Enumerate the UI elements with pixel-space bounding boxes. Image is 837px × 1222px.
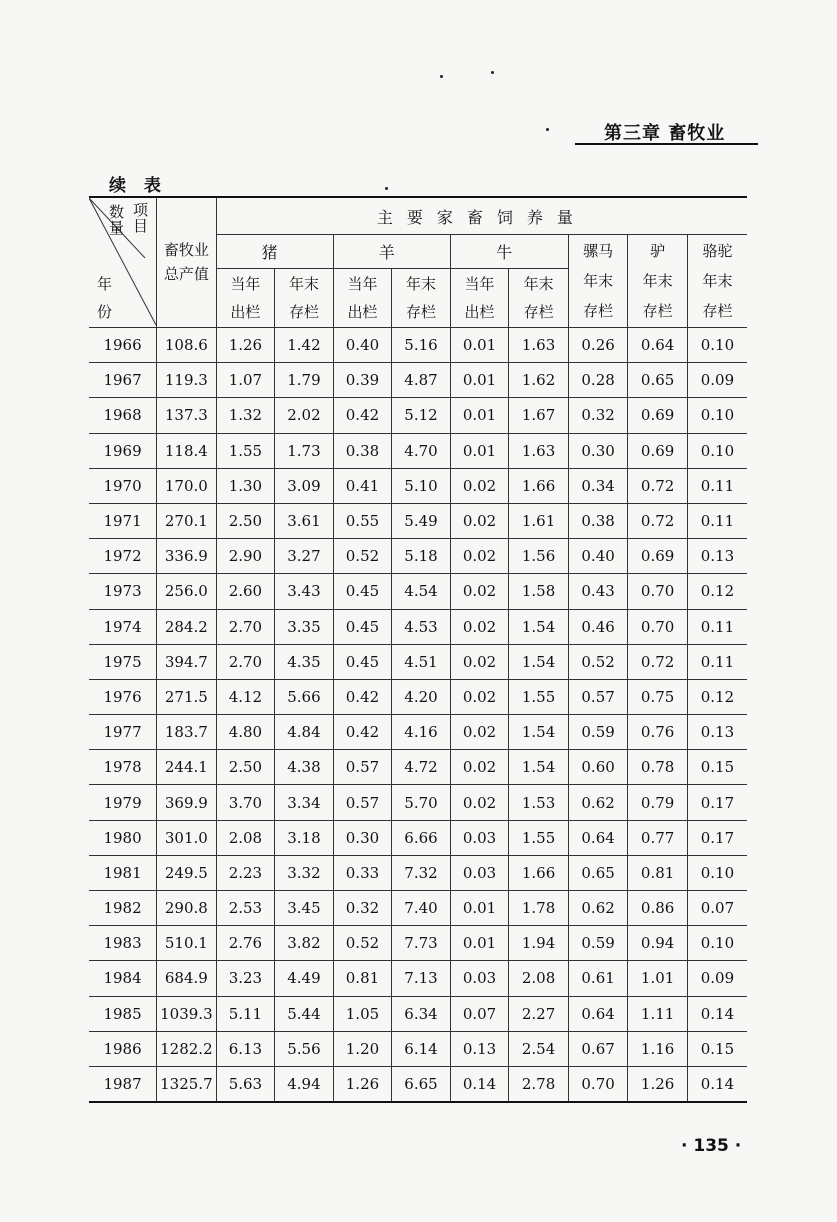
value-cell: 2.08 <box>216 820 275 855</box>
value-cell: 0.07 <box>687 891 747 926</box>
value-cell: 1.16 <box>628 1031 688 1066</box>
value-cell: 2.78 <box>509 1066 569 1102</box>
value-cell: 0.45 <box>333 574 392 609</box>
table-row <box>89 679 747 714</box>
value-cell: 1.26 <box>216 328 275 363</box>
total-output-cell: 256.0 <box>157 574 217 609</box>
year-cell: 1973 <box>89 574 157 609</box>
value-cell: 0.10 <box>687 855 747 890</box>
value-cell: 0.55 <box>333 503 392 538</box>
value-cell: 0.86 <box>628 891 688 926</box>
value-cell: 3.09 <box>275 468 334 503</box>
value-cell: 1.66 <box>509 468 569 503</box>
value-cell: 1.73 <box>275 433 334 468</box>
value-cell: 2.76 <box>216 926 275 961</box>
year-cell: 1982 <box>89 891 157 926</box>
table-row <box>89 644 747 679</box>
value-cell: 0.38 <box>333 433 392 468</box>
value-cell: 0.34 <box>568 468 628 503</box>
value-cell: 5.66 <box>275 679 334 714</box>
value-cell: 0.52 <box>333 926 392 961</box>
value-cell: 1.63 <box>509 433 569 468</box>
value-cell: 0.40 <box>333 328 392 363</box>
value-cell: 5.11 <box>216 996 275 1031</box>
value-cell: 1.54 <box>509 715 569 750</box>
value-cell: 0.01 <box>450 363 509 398</box>
value-cell: 1.79 <box>275 363 334 398</box>
value-cell: 1.94 <box>509 926 569 961</box>
value-cell: 6.34 <box>392 996 451 1031</box>
value-cell: 1.66 <box>509 855 569 890</box>
value-cell: 6.14 <box>392 1031 451 1066</box>
value-cell: 5.16 <box>392 328 451 363</box>
table-row <box>89 855 747 890</box>
value-cell: 5.10 <box>392 468 451 503</box>
corner-upper-label: 数量 <box>109 203 125 237</box>
value-cell: 3.43 <box>275 574 334 609</box>
sheep-header: 羊 <box>333 235 450 269</box>
value-cell: 0.15 <box>687 1031 747 1066</box>
horse-header: 骡马 年末存栏 <box>568 235 628 328</box>
value-cell: 0.61 <box>568 961 628 996</box>
value-cell: 6.13 <box>216 1031 275 1066</box>
value-cell: 0.40 <box>568 539 628 574</box>
value-cell: 0.02 <box>450 644 509 679</box>
total-output-cell: 183.7 <box>157 715 217 750</box>
year-cell: 1971 <box>89 503 157 538</box>
table-row <box>89 539 747 574</box>
year-cell: 1985 <box>89 996 157 1031</box>
value-cell: 0.45 <box>333 644 392 679</box>
value-cell: 0.81 <box>628 855 688 890</box>
table-row <box>89 891 747 926</box>
value-cell: 5.12 <box>392 398 451 433</box>
value-cell: 0.81 <box>333 961 392 996</box>
value-cell: 0.94 <box>628 926 688 961</box>
value-cell: 0.77 <box>628 820 688 855</box>
value-cell: 4.16 <box>392 715 451 750</box>
year-cell: 1975 <box>89 644 157 679</box>
value-cell: 2.70 <box>216 644 275 679</box>
cattle-out-header: 当年出栏 <box>450 269 509 328</box>
value-cell: 0.52 <box>333 539 392 574</box>
value-cell: 4.94 <box>275 1066 334 1102</box>
value-cell: 4.53 <box>392 609 451 644</box>
value-cell: 0.02 <box>450 679 509 714</box>
total-output-cell: 510.1 <box>157 926 217 961</box>
livestock-table <box>89 196 747 1103</box>
value-cell: 3.61 <box>275 503 334 538</box>
total-output-cell: 684.9 <box>157 961 217 996</box>
value-cell: 0.14 <box>687 996 747 1031</box>
value-cell: 1.30 <box>216 468 275 503</box>
value-cell: 0.72 <box>628 644 688 679</box>
sheep-stock-header: 年末存栏 <box>392 269 451 328</box>
total-output-cell: 271.5 <box>157 679 217 714</box>
value-cell: 0.32 <box>333 891 392 926</box>
value-cell: 0.64 <box>568 996 628 1031</box>
value-cell: 3.70 <box>216 785 275 820</box>
value-cell: 0.64 <box>568 820 628 855</box>
total-output-cell: 369.9 <box>157 785 217 820</box>
total-output-cell: 249.5 <box>157 855 217 890</box>
value-cell: 0.43 <box>568 574 628 609</box>
value-cell: 0.46 <box>568 609 628 644</box>
value-cell: 5.44 <box>275 996 334 1031</box>
total-output-cell: 394.7 <box>157 644 217 679</box>
table-row <box>89 574 747 609</box>
year-cell: 1981 <box>89 855 157 890</box>
value-cell: 0.76 <box>628 715 688 750</box>
camel-header: 骆驼 年末存栏 <box>687 235 747 328</box>
value-cell: 1.07 <box>216 363 275 398</box>
year-cell: 1974 <box>89 609 157 644</box>
year-cell: 1969 <box>89 433 157 468</box>
year-cell: 1980 <box>89 820 157 855</box>
value-cell: 0.02 <box>450 609 509 644</box>
value-cell: 4.84 <box>275 715 334 750</box>
value-cell: 1.42 <box>275 328 334 363</box>
value-cell: 0.72 <box>628 468 688 503</box>
value-cell: 0.01 <box>450 328 509 363</box>
value-cell: 0.11 <box>687 644 747 679</box>
value-cell: 0.17 <box>687 820 747 855</box>
value-cell: 0.39 <box>333 363 392 398</box>
value-cell: 0.30 <box>568 433 628 468</box>
total-output-cell: 301.0 <box>157 820 217 855</box>
value-cell: 3.35 <box>275 609 334 644</box>
chapter-header: 第三章 畜牧业 <box>604 123 726 144</box>
cattle-stock-header: 年末存栏 <box>509 269 569 328</box>
value-cell: 1.54 <box>509 644 569 679</box>
total-output-cell: 118.4 <box>157 433 217 468</box>
table-row <box>89 468 747 503</box>
value-cell: 0.41 <box>333 468 392 503</box>
value-cell: 0.09 <box>687 961 747 996</box>
value-cell: 4.80 <box>216 715 275 750</box>
value-cell: 0.11 <box>687 503 747 538</box>
value-cell: 7.40 <box>392 891 451 926</box>
value-cell: 1.05 <box>333 996 392 1031</box>
value-cell: 6.65 <box>392 1066 451 1102</box>
corner-lower-label: 年份 <box>97 275 113 321</box>
value-cell: 0.02 <box>450 539 509 574</box>
value-cell: 0.03 <box>450 855 509 890</box>
year-cell: 1977 <box>89 715 157 750</box>
table-row <box>89 961 747 996</box>
value-cell: 3.18 <box>275 820 334 855</box>
value-cell: 0.01 <box>450 433 509 468</box>
value-cell: 0.65 <box>628 363 688 398</box>
total-output-header: 畜牧业总产值 <box>157 197 217 328</box>
value-cell: 0.28 <box>568 363 628 398</box>
value-cell: 0.69 <box>628 539 688 574</box>
value-cell: 5.18 <box>392 539 451 574</box>
speck <box>491 71 494 74</box>
value-cell: 0.62 <box>568 891 628 926</box>
value-cell: 0.67 <box>568 1031 628 1066</box>
value-cell: 4.35 <box>275 644 334 679</box>
value-cell: 0.32 <box>568 398 628 433</box>
table-row <box>89 398 747 433</box>
speck <box>546 128 549 131</box>
value-cell: 0.79 <box>628 785 688 820</box>
total-output-cell: 108.6 <box>157 328 217 363</box>
value-cell: 1.55 <box>509 820 569 855</box>
value-cell: 3.82 <box>275 926 334 961</box>
total-output-cell: 336.9 <box>157 539 217 574</box>
value-cell: 2.50 <box>216 750 275 785</box>
value-cell: 0.12 <box>687 574 747 609</box>
value-cell: 0.72 <box>628 503 688 538</box>
table-body <box>89 328 747 1103</box>
value-cell: 0.52 <box>568 644 628 679</box>
value-cell: 1.55 <box>509 679 569 714</box>
value-cell: 4.20 <box>392 679 451 714</box>
value-cell: 0.57 <box>333 785 392 820</box>
value-cell: 0.14 <box>450 1066 509 1102</box>
year-cell: 1966 <box>89 328 157 363</box>
value-cell: 0.15 <box>687 750 747 785</box>
table-row <box>89 609 747 644</box>
total-output-cell: 1039.3 <box>157 996 217 1031</box>
value-cell: 4.70 <box>392 433 451 468</box>
speck <box>440 75 443 78</box>
year-cell: 1972 <box>89 539 157 574</box>
value-cell: 7.13 <box>392 961 451 996</box>
value-cell: 7.32 <box>392 855 451 890</box>
pig-stock-header: 年末存栏 <box>275 269 334 328</box>
total-output-cell: 119.3 <box>157 363 217 398</box>
main-livestock-header: 主要家畜饲养量 <box>216 197 747 235</box>
value-cell: 0.03 <box>450 961 509 996</box>
value-cell: 0.01 <box>450 398 509 433</box>
value-cell: 0.42 <box>333 715 392 750</box>
value-cell: 0.03 <box>450 820 509 855</box>
total-output-cell: 244.1 <box>157 750 217 785</box>
year-cell: 1976 <box>89 679 157 714</box>
value-cell: 1.62 <box>509 363 569 398</box>
year-cell: 1970 <box>89 468 157 503</box>
year-cell: 1979 <box>89 785 157 820</box>
value-cell: 5.70 <box>392 785 451 820</box>
table-row <box>89 785 747 820</box>
value-cell: 2.23 <box>216 855 275 890</box>
value-cell: 0.02 <box>450 750 509 785</box>
value-cell: 0.69 <box>628 398 688 433</box>
value-cell: 0.57 <box>568 679 628 714</box>
value-cell: 2.70 <box>216 609 275 644</box>
chapter-rule <box>575 143 758 145</box>
value-cell: 0.64 <box>628 328 688 363</box>
value-cell: 1.54 <box>509 609 569 644</box>
value-cell: 0.42 <box>333 398 392 433</box>
donkey-header: 驴 年末存栏 <box>628 235 688 328</box>
value-cell: 4.38 <box>275 750 334 785</box>
value-cell: 0.12 <box>687 679 747 714</box>
value-cell: 0.70 <box>628 574 688 609</box>
value-cell: 1.01 <box>628 961 688 996</box>
value-cell: 0.02 <box>450 574 509 609</box>
value-cell: 0.65 <box>568 855 628 890</box>
total-output-cell: 137.3 <box>157 398 217 433</box>
value-cell: 0.33 <box>333 855 392 890</box>
value-cell: 0.02 <box>450 468 509 503</box>
value-cell: 1.61 <box>509 503 569 538</box>
value-cell: 4.49 <box>275 961 334 996</box>
value-cell: 0.69 <box>628 433 688 468</box>
year-cell: 1987 <box>89 1066 157 1102</box>
corner-top-label: 项目 <box>133 201 149 235</box>
value-cell: 4.72 <box>392 750 451 785</box>
value-cell: 0.13 <box>687 539 747 574</box>
value-cell: 0.78 <box>628 750 688 785</box>
cattle-header: 牛 <box>450 235 568 269</box>
year-cell: 1984 <box>89 961 157 996</box>
value-cell: 0.07 <box>450 996 509 1031</box>
year-cell: 1978 <box>89 750 157 785</box>
value-cell: 0.59 <box>568 715 628 750</box>
value-cell: 0.02 <box>450 715 509 750</box>
value-cell: 4.54 <box>392 574 451 609</box>
value-cell: 2.50 <box>216 503 275 538</box>
table-row <box>89 750 747 785</box>
pig-header: 猪 <box>216 235 333 269</box>
value-cell: 4.87 <box>392 363 451 398</box>
table-row <box>89 328 747 363</box>
total-output-cell: 1325.7 <box>157 1066 217 1102</box>
table-row <box>89 503 747 538</box>
value-cell: 0.70 <box>568 1066 628 1102</box>
year-cell: 1986 <box>89 1031 157 1066</box>
value-cell: 2.60 <box>216 574 275 609</box>
value-cell: 1.78 <box>509 891 569 926</box>
value-cell: 5.63 <box>216 1066 275 1102</box>
value-cell: 0.01 <box>450 926 509 961</box>
value-cell: 0.11 <box>687 609 747 644</box>
value-cell: 3.27 <box>275 539 334 574</box>
value-cell: 0.59 <box>568 926 628 961</box>
total-output-cell: 270.1 <box>157 503 217 538</box>
table-row <box>89 433 747 468</box>
year-cell: 1967 <box>89 363 157 398</box>
pig-out-header: 当年出栏 <box>216 269 275 328</box>
value-cell: 0.62 <box>568 785 628 820</box>
value-cell: 3.45 <box>275 891 334 926</box>
value-cell: 0.10 <box>687 328 747 363</box>
value-cell: 2.27 <box>509 996 569 1031</box>
value-cell: 0.70 <box>628 609 688 644</box>
value-cell: 4.12 <box>216 679 275 714</box>
value-cell: 0.13 <box>687 715 747 750</box>
value-cell: 4.51 <box>392 644 451 679</box>
table-row <box>89 715 747 750</box>
value-cell: 3.34 <box>275 785 334 820</box>
value-cell: 0.42 <box>333 679 392 714</box>
table-caption: 续 表 <box>109 176 167 196</box>
value-cell: 1.53 <box>509 785 569 820</box>
value-cell: 0.57 <box>333 750 392 785</box>
value-cell: 2.53 <box>216 891 275 926</box>
table-row <box>89 363 747 398</box>
value-cell: 2.54 <box>509 1031 569 1066</box>
value-cell: 6.66 <box>392 820 451 855</box>
value-cell: 2.90 <box>216 539 275 574</box>
table-row <box>89 1066 747 1102</box>
year-cell: 1968 <box>89 398 157 433</box>
value-cell: 1.32 <box>216 398 275 433</box>
value-cell: 1.26 <box>628 1066 688 1102</box>
value-cell: 1.54 <box>509 750 569 785</box>
value-cell: 0.26 <box>568 328 628 363</box>
table-row <box>89 996 747 1031</box>
total-output-cell: 1282.2 <box>157 1031 217 1066</box>
value-cell: 0.02 <box>450 503 509 538</box>
value-cell: 7.73 <box>392 926 451 961</box>
value-cell: 1.11 <box>628 996 688 1031</box>
speck <box>385 187 388 190</box>
value-cell: 1.67 <box>509 398 569 433</box>
value-cell: 5.49 <box>392 503 451 538</box>
value-cell: 5.56 <box>275 1031 334 1066</box>
value-cell: 0.75 <box>628 679 688 714</box>
corner-header <box>89 197 157 328</box>
value-cell: 0.60 <box>568 750 628 785</box>
total-output-cell: 290.8 <box>157 891 217 926</box>
value-cell: 0.10 <box>687 433 747 468</box>
value-cell: 0.17 <box>687 785 747 820</box>
value-cell: 2.08 <box>509 961 569 996</box>
sheep-out-header: 当年出栏 <box>333 269 392 328</box>
value-cell: 3.32 <box>275 855 334 890</box>
value-cell: 1.63 <box>509 328 569 363</box>
value-cell: 1.55 <box>216 433 275 468</box>
value-cell: 2.02 <box>275 398 334 433</box>
value-cell: 0.10 <box>687 926 747 961</box>
page-number: · 135 · <box>681 1136 742 1156</box>
value-cell: 1.26 <box>333 1066 392 1102</box>
table-row <box>89 926 747 961</box>
value-cell: 1.20 <box>333 1031 392 1066</box>
year-cell: 1983 <box>89 926 157 961</box>
total-output-cell: 170.0 <box>157 468 217 503</box>
value-cell: 0.10 <box>687 398 747 433</box>
table-row <box>89 1031 747 1066</box>
value-cell: 0.13 <box>450 1031 509 1066</box>
value-cell: 0.38 <box>568 503 628 538</box>
value-cell: 1.56 <box>509 539 569 574</box>
value-cell: 0.30 <box>333 820 392 855</box>
value-cell: 0.11 <box>687 468 747 503</box>
value-cell: 0.14 <box>687 1066 747 1102</box>
value-cell: 0.09 <box>687 363 747 398</box>
total-output-cell: 284.2 <box>157 609 217 644</box>
value-cell: 0.01 <box>450 891 509 926</box>
value-cell: 0.02 <box>450 785 509 820</box>
value-cell: 3.23 <box>216 961 275 996</box>
value-cell: 0.45 <box>333 609 392 644</box>
value-cell: 1.58 <box>509 574 569 609</box>
table-row <box>89 820 747 855</box>
